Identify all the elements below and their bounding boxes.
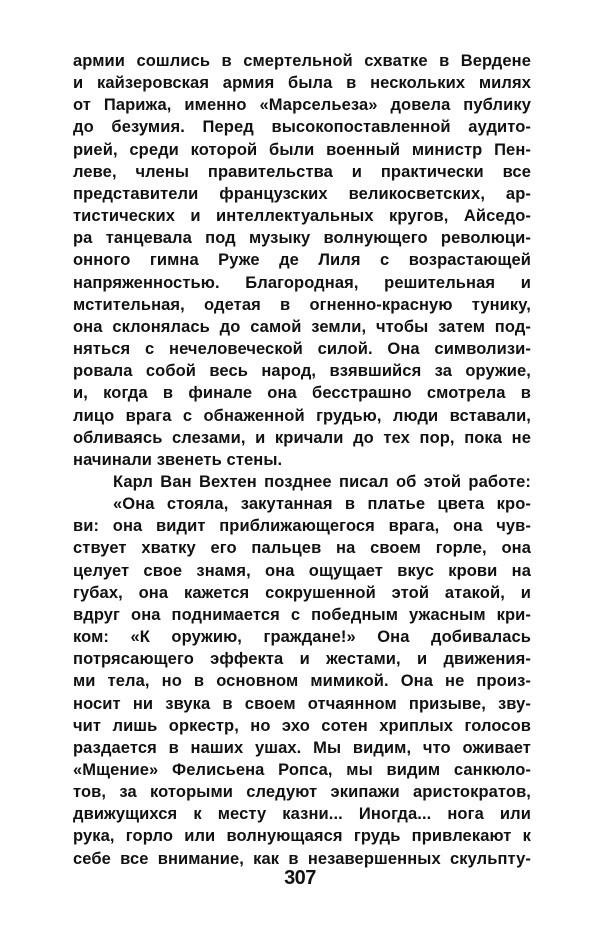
text-line: вдруг она поднимается с победным ужасным кри- [73,605,531,624]
text-line: представители французских великосветских, ар- [73,184,531,203]
text-line: напряженностью. Благородная, решительная и [73,273,531,292]
text-line: себе все внимание, как в незавершенных скульпту- [73,849,531,868]
text-line: ком: «К оружию, граждане!» Она добивалась [73,628,531,647]
text-line: ствует хватку его пальцев на своем горле, она [73,539,531,558]
text-line: движущихся к месту казни... Иногда... нога или [73,805,531,824]
text-line: няться с нечеловеческой силой. Она символизи- [73,340,531,359]
text-line: обливаясь слезами, и кричали до тех пор, пока не [73,428,531,447]
text-line: онного гимна Руже де Лиля с возрастающей [73,251,531,270]
text-line: начинали звенеть стены. [73,450,283,469]
text-line: она склонялась до самой земли, чтобы затем под- [73,317,531,336]
text-line: ровала собой весь народ, взявшийся за оружие, [73,362,531,381]
text-line: ви: она видит приближающегося врага, она чув- [73,517,531,536]
text-line: «Мщение» Фелисьена Ропса, мы видим санкюло- [73,761,531,779]
page-number: 307 [284,867,316,889]
text-line: «Она стояла, закутанная в платье цвета кро- [113,495,531,514]
text-line: рука, горло или волнующаяся грудь привлекают к [73,827,531,846]
text-line: армии сошлись в смертельной схватке в Вердене [73,52,531,70]
text-line: рией, среди которой были военный министр Пен- [73,140,531,159]
text-line: тистических и интеллектуальных кругов, Айседо- [73,207,531,226]
text-line: и, когда в финале она бесстрашно смотрела в [73,384,531,403]
text-line: губах, она кажется сокрушенной этой атакой, и [73,583,531,602]
text-line: от Парижа, именно «Марсельеза» довела публику [73,96,531,115]
text-line: до безумия. Перед высокопоставленной аудито- [73,118,531,137]
text-line: леве, члены правительства и практически все [73,162,531,181]
text-line: и кайзеровская армия была в нескольких милях [73,74,531,93]
text-line: тов, за которыми следуют экипажи аристократов, [73,783,531,802]
text-line: лицо врага с обнаженной грудью, люди вставали, [73,406,531,425]
text-line: раздается в наших ушах. Мы видим, что оживает [73,738,531,757]
text-line: целует свое знамя, она ощущает вкус крови на [73,561,531,580]
text-line: Карл Ван Вехтен позднее писал об этой работе: [113,472,531,491]
body-text [73,50,531,870]
text-line: чит лишь оркестр, но эхо сотен хриплых голосов [73,716,531,735]
text-line: носит ни звука в своем отчаянном призыве, зву- [73,694,531,713]
text-line: потрясающего эффекта и жестами, и движения- [73,650,531,669]
text-line: ра танцевала под музыку волнующего революци- [73,229,531,248]
text-line: ми тела, но в основном мимикой. Она не произ- [73,672,531,691]
text-line: мстительная, одетая в огненно-красную тунику, [73,295,531,314]
